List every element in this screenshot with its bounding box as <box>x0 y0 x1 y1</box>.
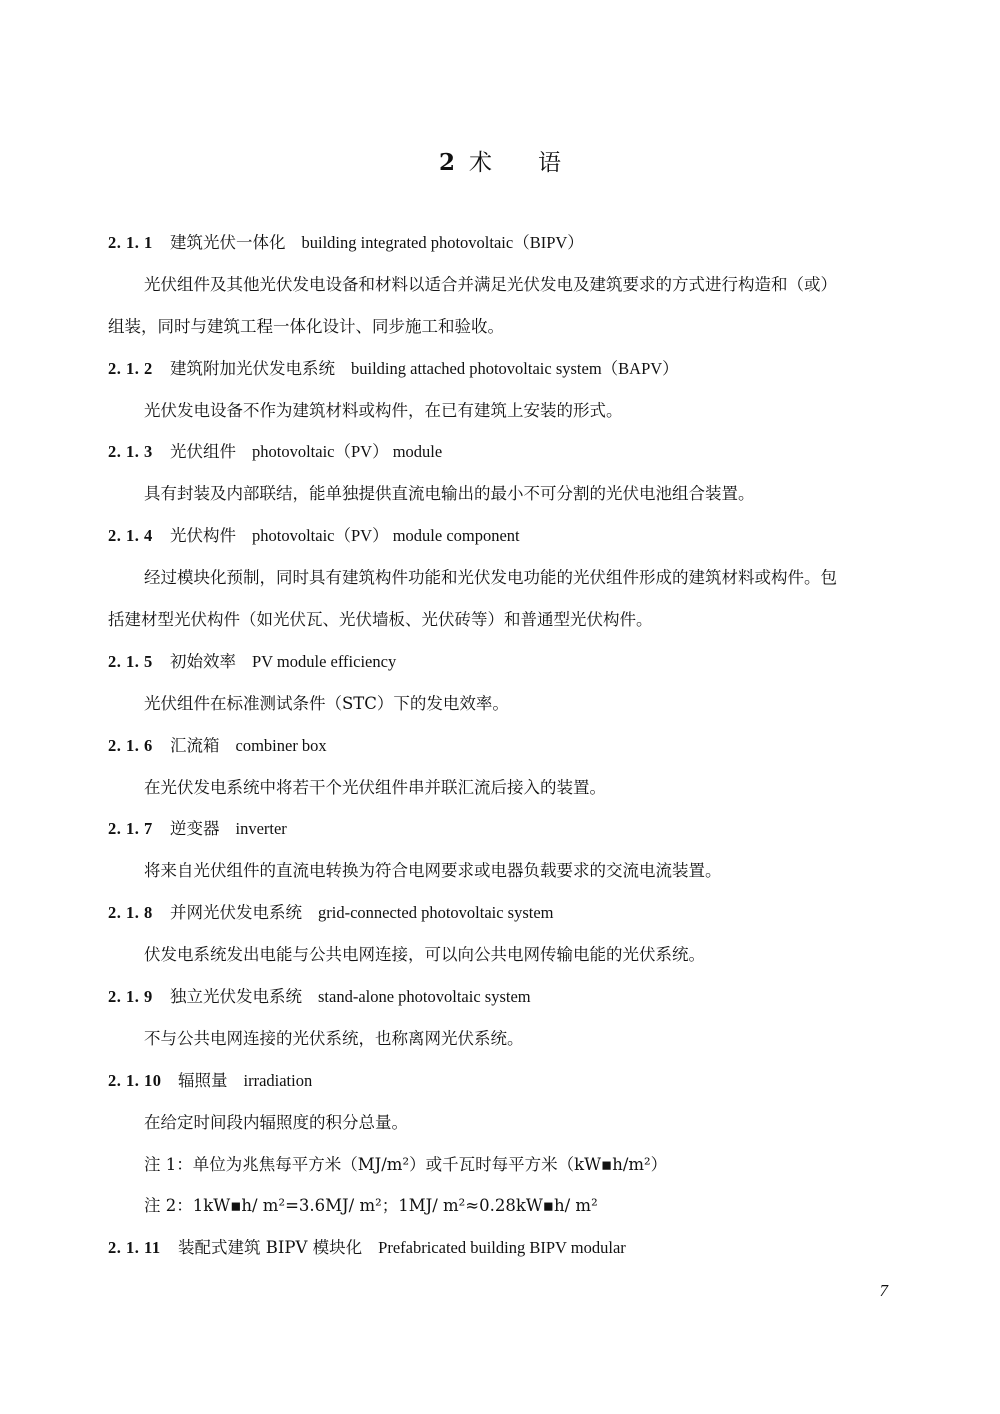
term-heading <box>108 981 892 1023</box>
definition-line: 在光伏发电系统中将若干个光伏组件串并联汇流后接入的装置。 <box>144 777 606 797</box>
definition-line: 将来自光伏组件的直流电转换为符合电网要求或电器负载要求的交流电流装置。 <box>144 861 722 881</box>
term-chinese: 逆变器 <box>170 819 220 839</box>
term-english: inverter <box>235 819 287 839</box>
term-number: 2. 1. 2 <box>108 358 153 378</box>
term-heading <box>108 813 892 855</box>
term-english: photovoltaic（PV） module <box>252 442 443 462</box>
term-english: Prefabricated building BIPV modular <box>378 1238 626 1258</box>
definition-continuation: 括建材型光伏构件（如光伏瓦、光伏墙板、光伏砖等）和普通型光伏构件。 <box>108 610 653 630</box>
term-number: 2. 1. 10 <box>108 1070 162 1090</box>
term-chinese: 建筑附加光伏发电系统 <box>170 358 335 378</box>
term-number: 2. 1. 9 <box>108 987 153 1007</box>
term-number: 2. 1. 8 <box>108 903 153 923</box>
term-english: building integrated photovoltaic（BIPV） <box>301 233 584 252</box>
term-heading <box>108 730 892 772</box>
term-heading <box>108 897 892 939</box>
definition-line: 不与公共电网连接的光伏系统，也称离网光伏系统。 <box>144 1028 524 1048</box>
term-heading <box>108 353 892 395</box>
term-number: 2. 1. 4 <box>108 526 153 546</box>
term-number: 2. 1. 1 <box>108 233 153 252</box>
term-heading <box>108 436 892 478</box>
definition-line: 光伏组件及其他光伏发电设备和材料以适合并满足光伏发电及建筑要求的方式进行构造和（或） <box>144 274 837 294</box>
definition-line: 在给定时间段内辐照度的积分总量。 <box>144 1112 408 1132</box>
term-heading <box>108 520 892 562</box>
definition-line: 伏发电系统发出电能与公共电网连接，可以向公共电网传输电能的光伏系统。 <box>144 945 705 965</box>
term-chinese: 装配式建筑 BIPV 模块化 <box>178 1238 363 1258</box>
term-number: 2. 1. 6 <box>108 735 153 755</box>
term-heading <box>108 1232 892 1274</box>
term-chinese: 初始效率 <box>170 651 236 671</box>
term-number: 2. 1. 5 <box>108 651 153 671</box>
term-heading <box>108 227 892 269</box>
definition-line: 经过模块化预制，同时具有建筑构件功能和光伏发电功能的光伏组件形成的建筑材料或构件。包 <box>144 568 837 588</box>
term-number: 2. 1. 11 <box>108 1238 161 1258</box>
chapter-number: 2 <box>438 149 455 176</box>
definition-line: 具有封装及内部联结，能单独提供直流电输出的最小不可分割的光伏电池组合装置。 <box>144 484 755 504</box>
term-chinese: 光伏组件 <box>170 442 236 462</box>
term-english: stand-alone photovoltaic system <box>318 987 531 1007</box>
term-chinese: 辐照量 <box>178 1070 228 1090</box>
term-english: PV module efficiency <box>252 651 397 671</box>
chapter-title-char-2: 语 <box>538 150 561 176</box>
term-number: 2. 1. 7 <box>108 819 153 839</box>
term-number: 2. 1. 3 <box>108 442 153 462</box>
term-heading <box>108 646 892 688</box>
definition-line: 注 2：1kW▪h/ m²=3.6MJ/ m²；1MJ/ m²≈0.28kW▪h/ m² <box>144 1196 598 1216</box>
term-heading <box>108 1065 892 1107</box>
term-chinese: 独立光伏发电系统 <box>170 987 302 1007</box>
term-english: building attached photovoltaic system（BAPV） <box>351 358 679 378</box>
definition-line: 注 1：单位为兆焦每平方米（MJ/m²）或千瓦时每平方米（kW▪h/m²） <box>144 1154 668 1174</box>
definition-line: 光伏发电设备不作为建筑材料或构件，在已有建筑上安装的形式。 <box>144 400 623 420</box>
term-english: grid-connected photovoltaic system <box>318 903 554 923</box>
definition-line: 光伏组件在标准测试条件（STC）下的发电效率。 <box>144 693 509 713</box>
term-chinese: 光伏构件 <box>170 526 236 546</box>
terms-body <box>108 227 892 1274</box>
term-english: combiner box <box>235 735 327 755</box>
chapter-title-char-1: 术 <box>469 150 492 176</box>
term-chinese: 建筑光伏一体化 <box>170 233 286 252</box>
page-number: 7 <box>879 1281 888 1300</box>
term-english: photovoltaic（PV） module component <box>252 526 520 546</box>
term-chinese: 并网光伏发电系统 <box>170 903 302 923</box>
definition-continuation: 组装，同时与建筑工程一体化设计、同步施工和验收。 <box>108 316 504 336</box>
term-chinese: 汇流箱 <box>170 735 220 755</box>
page-title <box>0 148 1000 178</box>
term-english: irradiation <box>243 1070 313 1090</box>
